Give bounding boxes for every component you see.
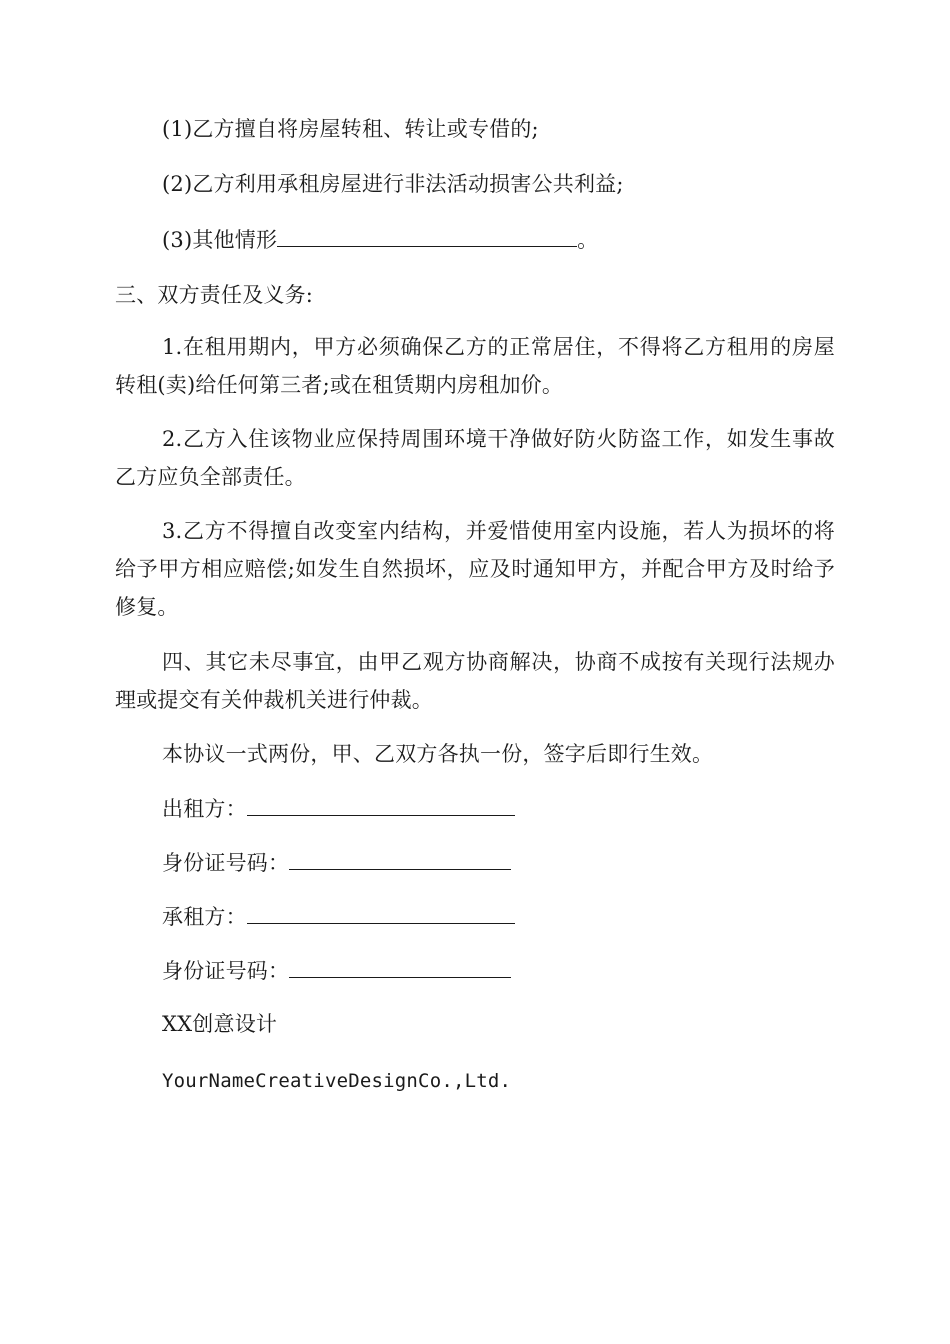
lessor-signature-blank <box>247 789 515 816</box>
lessor-id-blank <box>289 843 511 870</box>
other-circumstances-blank <box>277 220 577 247</box>
termination-item-2: (2)乙方利用承租房屋进行非法活动损害公共利益; <box>162 172 624 196</box>
lessee-signature-line: 承租方： <box>162 897 882 936</box>
lessor-signature-line: 出租方： <box>162 789 882 828</box>
effect-statement: 本协议一式两份，甲、乙双方各执一份，签字后即行生效。 <box>162 742 714 766</box>
termination-item-1: (1)乙方擅自将房屋转租、转让或专借的; <box>162 117 539 141</box>
clause-2: 2.乙方入住该物业应保持周围环境干净做好防火防盗工作，如发生事故乙方应负全部责任。 <box>115 427 835 489</box>
company-name-en: YourNameCreativeDesignCo.,Ltd. <box>162 1070 512 1092</box>
section-3-heading: 三、双方责任及义务: <box>115 283 314 307</box>
section-4: 四、其它未尽事宜，由甲乙观方协商解决，协商不成按有关现行法规办理或提交有关仲裁机关进行仲裁。 <box>115 650 835 712</box>
lessee-signature-blank <box>247 897 515 924</box>
clause-1: 1.在租用期内，甲方必须确保乙方的正常居住，不得将乙方租用的房屋转租(卖)给任何第三者;或在租赁期内房租加价。 <box>115 335 835 397</box>
termination-item-3: (3)其他情形 。 <box>162 220 882 259</box>
clause-3: 3.乙方不得擅自改变室内结构，并爱惜使用室内设施，若人为损坏的将给予甲方相应赔偿;如发生自然损坏，应及时通知甲方，并配合甲方及时给予修复。 <box>115 519 835 619</box>
lessee-id-line: 身份证号码： <box>162 951 882 990</box>
lessee-id-blank <box>289 951 511 978</box>
company-name-cn: XX创意设计 <box>162 1012 278 1036</box>
lessor-id-line: 身份证号码： <box>162 843 882 882</box>
